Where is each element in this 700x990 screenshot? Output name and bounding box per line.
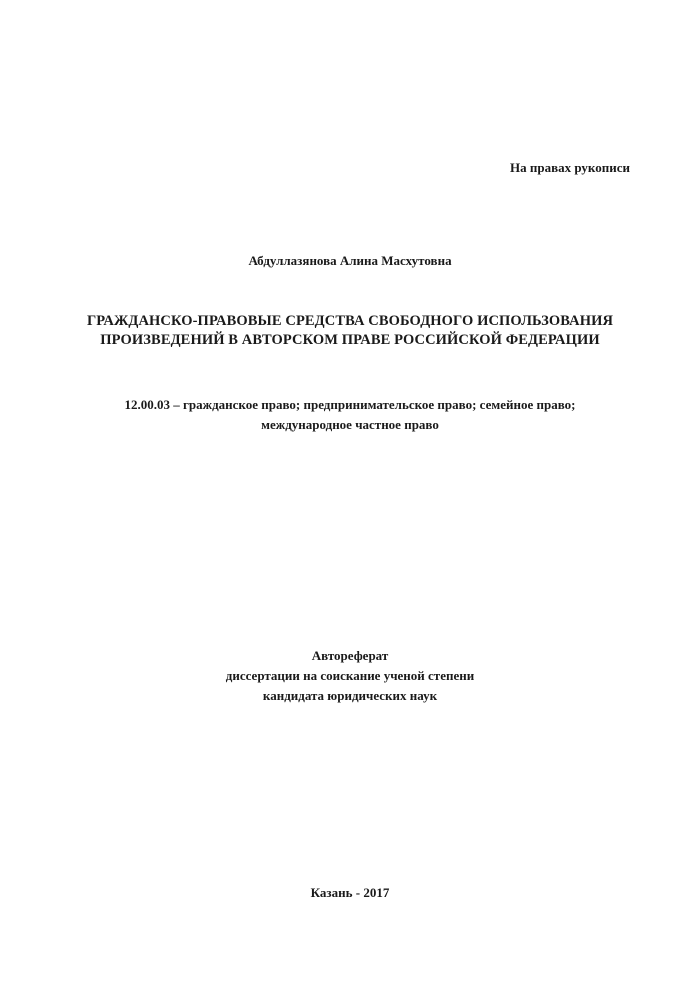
- specialty-code: [0, 395, 700, 435]
- document-genre: [0, 646, 700, 706]
- place-and-year: Казань - 2017: [310, 885, 390, 900]
- genre-line-1: Автореферат: [311, 648, 389, 663]
- genre-line-2: диссертации на соискание ученой степени: [225, 668, 475, 683]
- dissertation-title: [0, 312, 700, 350]
- title-line-2: ПРОИЗВЕДЕНИЙ В АВТОРСКОМ ПРАВЕ РОССИЙСКОЙ ФЕДЕРАЦИИ: [100, 332, 600, 348]
- author-name: Абдуллазянова Алина Масхутовна: [248, 253, 452, 268]
- specialty-line-2: международное частное право: [261, 417, 439, 432]
- genre-line-3: кандидата юридических наук: [262, 688, 438, 703]
- specialty-line-1: 12.00.03 – гражданское право; предпринимательское право; семейное право;: [124, 397, 576, 412]
- manuscript-rights-note: На правах рукописи: [510, 160, 630, 175]
- title-line-1: ГРАЖДАНСКО-ПРАВОВЫЕ СРЕДСТВА СВОБОДНОГО ИСПОЛЬЗОВАНИЯ: [86, 313, 614, 329]
